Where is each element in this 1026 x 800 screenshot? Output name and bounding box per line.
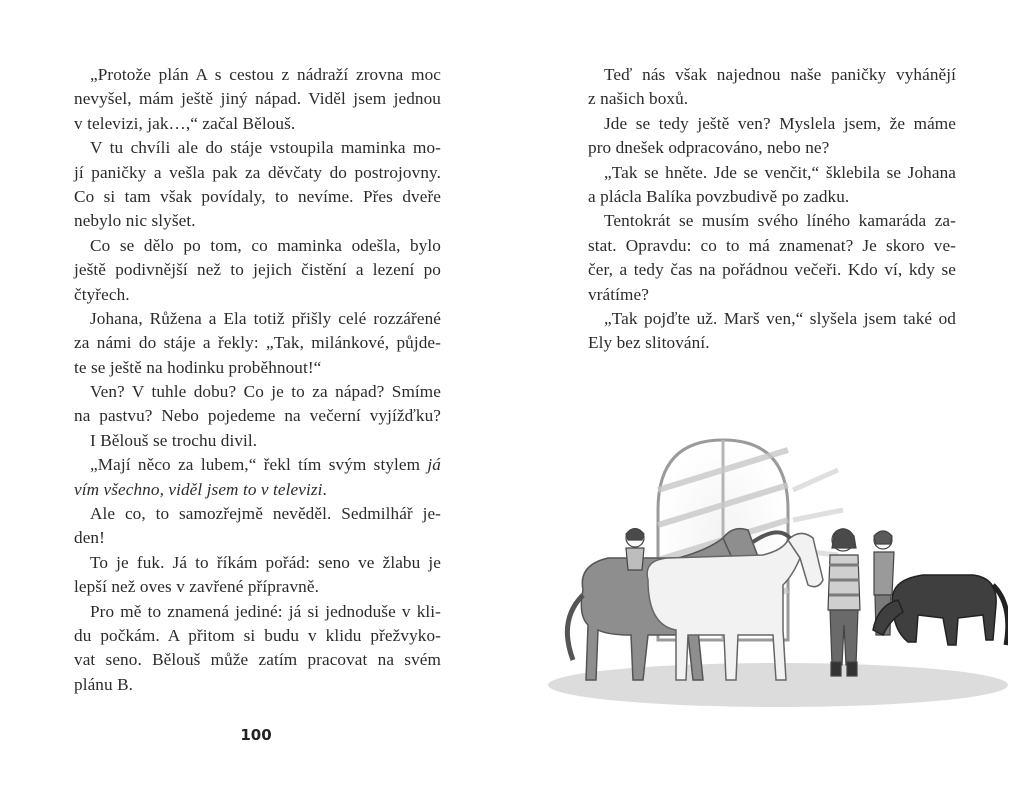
text-line xyxy=(588,136,956,160)
text-line-content: Co se dělo po tom, co maminka odešla, bylo xyxy=(90,235,441,255)
italic-phrase: vím všechno, viděl jsem to v televizi xyxy=(74,479,323,499)
text-line-content: nevyšel, mám ještě jiný nápad. Viděl jsem jednou xyxy=(74,89,441,109)
text-line xyxy=(74,380,441,404)
text-line xyxy=(588,234,956,258)
text-line-content: „Mají něco za lubem,“ řekl tím svým stylem xyxy=(90,455,428,475)
text-line xyxy=(588,112,956,136)
text-line xyxy=(74,87,441,111)
text-line-content: Johana, Růžena a Ela totiž přišly celé rozzářené xyxy=(90,308,441,328)
text-line-content: vrátíme? xyxy=(588,284,649,304)
text-line-content: „Tak pojďte už. Marš ven,“ slyšela jsem také od xyxy=(604,308,956,328)
text-line xyxy=(588,258,956,282)
text-line xyxy=(74,673,441,697)
text-line-content: Co si tam však povídaly, to nevíme. Přes dveře xyxy=(74,186,441,206)
text-line xyxy=(74,185,441,209)
text-line xyxy=(74,600,441,624)
text-line-content: „Tak se hněte. Jde se venčit,“ šklebila se Johana xyxy=(604,162,956,182)
text-line xyxy=(588,331,956,355)
text-line xyxy=(588,87,956,111)
text-line xyxy=(74,429,441,453)
text-line xyxy=(588,63,956,87)
text-line xyxy=(74,283,441,307)
text-line-content: te se ještě na hodinku proběhnout!“ xyxy=(74,357,322,377)
text-line xyxy=(74,63,441,87)
text-line xyxy=(74,112,441,136)
text-line-content: čtyřech. xyxy=(74,284,130,304)
text-line xyxy=(588,283,956,307)
text-line-content: plánu B. xyxy=(74,674,134,694)
text-line-content: pro dnešek odpracováno, nebo ne? xyxy=(588,138,830,158)
text-line-content: Ely bez slitování. xyxy=(588,333,710,353)
text-line xyxy=(74,575,441,599)
text-line-content: na pastvu? Nebo pojedeme na večerní vyjížďku? xyxy=(74,406,441,426)
girl-figure-left xyxy=(626,529,644,571)
text-line-content: za námi do stáje a řekly: „Tak, milánkové, půjde- xyxy=(74,333,441,353)
text-line-content: V tu chvíli ale do stáje vstoupila maminka mo- xyxy=(90,138,441,158)
text-line xyxy=(74,624,441,648)
text-line-content: Ven? V tuhle dobu? Co je to za nápad? Smíme xyxy=(90,382,441,402)
stable-illustration xyxy=(538,430,1008,710)
text-line xyxy=(588,307,956,331)
text-line xyxy=(74,502,441,526)
text-line xyxy=(74,307,441,331)
text-line xyxy=(74,234,441,258)
text-line-content: ještě podivnější než to jejich čistění a lezení po xyxy=(74,260,441,280)
right-text-column xyxy=(588,63,956,356)
text-line xyxy=(74,258,441,282)
text-line-content: nebylo nic slyšet. xyxy=(74,211,196,231)
text-line-content: jí paničky a vešla pak za děvčaty do postrojovny. xyxy=(74,162,441,182)
text-line-content: vat seno. Bělouš může zatím pracovat na svém xyxy=(74,650,441,670)
text-line xyxy=(588,185,956,209)
text-line-content: Ale co, to samozřejmě nevěděl. Sedmilhář je- xyxy=(90,504,441,524)
text-line-content: du počkám. A přitom si budu v klidu přežvyko- xyxy=(74,625,441,645)
text-line-content: stat. Opravdu: co to má znamenat? Je skoro ve- xyxy=(588,235,956,255)
text-line-content: „Protože plán A s cestou z nádraží zrovna moc xyxy=(90,65,441,84)
text-line xyxy=(74,453,441,477)
text-line-content: v televizi, jak…,“ začal Bělouš. xyxy=(74,113,296,133)
text-line xyxy=(74,356,441,380)
text-line xyxy=(74,526,441,550)
text-line-content: I Bělouš se trochu divil. xyxy=(90,430,258,450)
text-line xyxy=(588,209,956,233)
text-line-content: lepší než oves v zavřené přípravně. xyxy=(74,577,319,597)
text-line xyxy=(74,478,441,502)
text-line-content: To je fuk. Já to říkám pořád: seno ve žlabu je xyxy=(90,552,441,572)
text-line xyxy=(74,551,441,575)
text-line xyxy=(74,136,441,160)
text-line-content: den! xyxy=(74,528,105,548)
text-line xyxy=(74,648,441,672)
left-text-column xyxy=(74,63,441,697)
text-line xyxy=(74,404,441,428)
text-line-content: čer, a tedy čas na pořádnou večeři. Kdo ví, kdy se xyxy=(588,260,956,280)
dark-pony xyxy=(873,575,1008,645)
text-line xyxy=(74,209,441,233)
text-line-content: Jde se tedy ještě ven? Myslela jsem, že máme xyxy=(604,113,956,133)
text-line xyxy=(588,161,956,185)
italic-phrase: já xyxy=(427,455,441,475)
text-line xyxy=(74,331,441,355)
text-line-content: Teď nás však najednou naše paničky vyhánějí xyxy=(604,65,956,84)
text-line-content: z našich boxů. xyxy=(588,89,689,109)
page-number: 100 xyxy=(240,726,272,744)
text-line-tail: . xyxy=(322,479,327,499)
text-line xyxy=(74,161,441,185)
right-page xyxy=(513,0,1026,800)
text-line-content: a plácla Balíka povzbudivě po zadku. xyxy=(588,186,850,206)
text-line-content: Tentokrát se musím svého líného kamaráda za- xyxy=(604,211,956,231)
text-line-content: Pro mě to znamená jediné: já si jednoduše v kli- xyxy=(90,601,441,621)
girl-figure-center xyxy=(828,529,860,676)
